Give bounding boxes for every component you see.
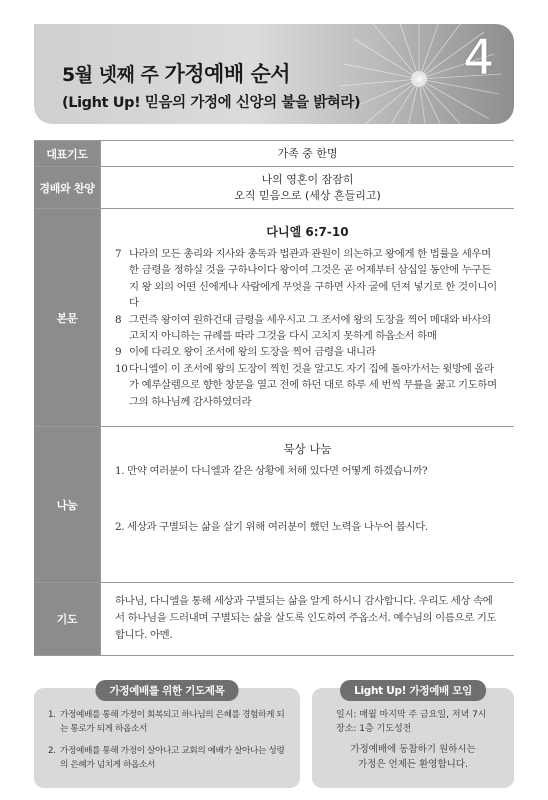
song-title: 나의 영혼이 잠잠히 (261, 172, 354, 186)
verse (115, 312, 500, 345)
title-main: 가정예배 순서 (164, 62, 291, 86)
meeting-info-box (312, 685, 514, 788)
sharing-question: 2. 세상과 구별되는 삶을 살기 위해 여러분이 했던 노력을 나누어 봅시다. (115, 521, 428, 533)
representative-prayer-row (34, 140, 514, 166)
row-label: 기도 (34, 583, 100, 655)
meeting-note-line: 가정은 언제든 환영합니다. (357, 759, 468, 770)
prayer-topics-box (34, 685, 300, 788)
scripture-reference: 다니엘 6:7-10 (266, 225, 349, 239)
meeting-note (312, 742, 514, 772)
meeting-title: Light Up! 가정예배 모임 (340, 680, 486, 701)
verse-number: 8 (115, 313, 122, 326)
row-label: 경배와 찬양 (34, 167, 100, 208)
sharing-content (100, 427, 514, 582)
header-banner (34, 24, 514, 124)
meeting-details (336, 708, 487, 736)
topic-number: 1. (48, 710, 56, 720)
meeting-note-line: 가정예배에 동참하기 원하시는 (350, 744, 476, 755)
verse (115, 344, 500, 360)
worship-song-list (100, 167, 514, 208)
sharing-row (34, 426, 514, 582)
row-label: 본문 (34, 209, 100, 426)
prayer-content (100, 583, 514, 655)
topic-text: 가정예배를 통해 가정이 살아나고 교회의 예배가 살아나는 성령의 은혜가 넘치게 하옵소서 (60, 746, 285, 770)
meeting-place: 장소: 1층 기도성전 (336, 724, 412, 734)
verse-text: 다니엘이 이 조서에 왕의 도장이 찍힌 것을 알고도 자기 집에 돌아가서는 윗방에 올라가 예루살렘으로 향한 창문을 열고 전에 하던 대로 하루 세 번씩 무릎을 꿇고 기도하며 그의 하나님께 감사하였더라 (129, 362, 497, 408)
verse-text: 나라의 모든 총리와 지사와 총독과 법관과 관원이 의논하고 왕에게 한 법률을 세우며 한 금령을 정하실 것을 구하나이다 왕이여 그것은 곧 어제부터 삼십일 동안에 누구든지 왕 외의 어떤 신에게나 사람에게 무엇을 구하면 사자 굴에 던져 넣기로 한 것이니이다 (129, 248, 497, 310)
sharing-question: 1. 만약 여러분이 다니엘과 같은 상황에 처해 있다면 어떻게 하겠습니까? (115, 465, 428, 477)
row-label: 나눔 (34, 427, 100, 582)
sharing-title: 묵상 나눔 (283, 442, 332, 456)
worship-song-row (34, 166, 514, 208)
row-label: 대표기도 (34, 141, 100, 166)
topic-text: 가정예배를 통해 가정이 회복되고 하나님의 은혜를 경험하게 되는 통로가 되게 하옵소서 (60, 710, 285, 734)
page-subtitle: (Light Up! 믿음의 가정에 신앙의 불을 밝혀라) (62, 95, 361, 111)
representative-prayer-value: 가족 중 한명 (100, 141, 514, 166)
prayer-row (34, 582, 514, 656)
verse-text: 그런즉 왕이여 원하건대 금령을 세우시고 그 조서에 왕의 도장을 찍어 메대와 바사의 고치지 아니하는 규례를 따라 그것을 다시 고치지 못하게 하옵소서 하매 (129, 313, 491, 343)
worship-order-table (34, 140, 514, 656)
verse-number: 10 (115, 362, 128, 375)
prayer-topics-title: 가정예배를 위한 기도제목 (96, 680, 239, 701)
song-title: 오직 믿음으로 (세상 흔들리고) (234, 188, 381, 202)
prayer-topic-item (48, 744, 290, 772)
verse (115, 246, 500, 312)
scripture-row (34, 208, 514, 426)
verse (115, 361, 500, 410)
verse-number: 7 (115, 248, 122, 260)
title-prefix: 5월 넷째 주 (62, 64, 165, 86)
prayer-topic-item (48, 708, 290, 736)
topic-number: 2. (48, 746, 56, 756)
verse-text: 이에 다리오 왕이 조서에 왕의 도장을 찍어 금령을 내니라 (129, 346, 376, 359)
verse-number: 9 (115, 346, 122, 359)
prayer-topics-list (48, 708, 290, 772)
prayer-text: 하나님, 다니엘을 통해 세상과 구별되는 삶을 알게 하시니 감사합니다. 우리도 세상 속에서 하나님을 드러내며 구별되는 삶을 살도록 인도하여 주옵소서. 예수님의 이름으로 기도합니다. 아멘. (115, 595, 497, 641)
meeting-time: 일시: 매월 마지막 주 금요일, 저녁 7시 (336, 710, 487, 720)
scripture-content (100, 209, 514, 426)
page-title (62, 58, 290, 88)
week-number: 4 (463, 30, 494, 86)
